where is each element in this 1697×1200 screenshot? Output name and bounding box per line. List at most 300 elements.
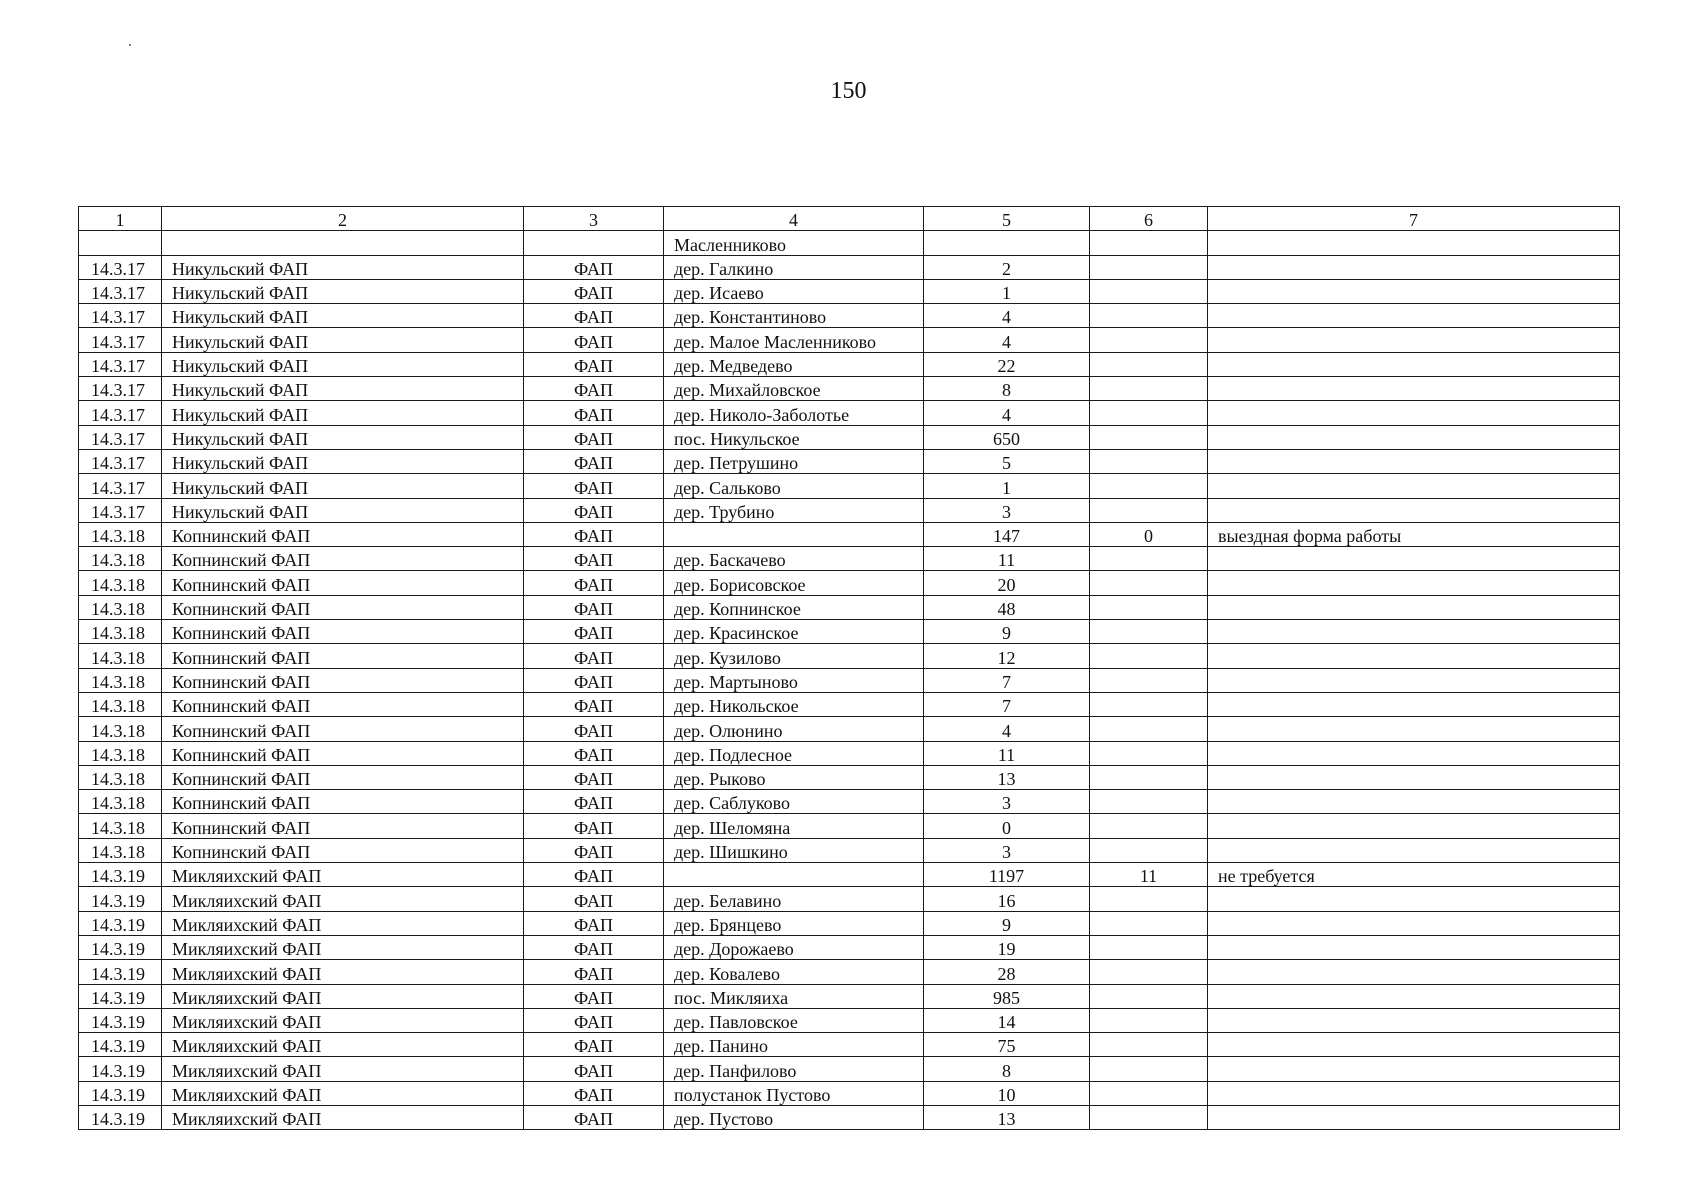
cell-code: 14.3.18 (79, 668, 162, 692)
cell-code: 14.3.18 (79, 620, 162, 644)
cell-facility-name: Никульский ФАП (162, 401, 524, 425)
cell-code: 14.3.17 (79, 474, 162, 498)
cell-facility-name: Микляихский ФАП (162, 960, 524, 984)
cell-code: 14.3.19 (79, 935, 162, 959)
cell-facility-type: ФАП (524, 741, 664, 765)
cell-facility-type: ФАП (524, 522, 664, 546)
cell-note (1208, 449, 1620, 473)
cell-population: 985 (924, 984, 1090, 1008)
cell-facility-name: Копнинский ФАП (162, 522, 524, 546)
cell-distance (1090, 401, 1208, 425)
cell-settlement: дер. Павловское (664, 1008, 924, 1032)
cell-distance (1090, 1105, 1208, 1129)
cell-code: 14.3.17 (79, 255, 162, 279)
cell-facility-name: Микляихский ФАП (162, 935, 524, 959)
cell-facility-type: ФАП (524, 571, 664, 595)
cell-population: 10 (924, 1081, 1090, 1105)
cell-note (1208, 255, 1620, 279)
cell-facility-type: ФАП (524, 498, 664, 522)
cell-distance (1090, 1008, 1208, 1032)
cell-facility-type: ФАП (524, 449, 664, 473)
cell-facility-name: Никульский ФАП (162, 279, 524, 303)
cell-distance (1090, 814, 1208, 838)
table-row (79, 474, 1620, 498)
table-row (79, 984, 1620, 1008)
cell-facility-type: ФАП (524, 814, 664, 838)
cell-facility-name: Микляихский ФАП (162, 1081, 524, 1105)
cell-distance: 11 (1090, 863, 1208, 887)
cell-population: 14 (924, 1008, 1090, 1032)
cell-facility-type: ФАП (524, 1081, 664, 1105)
cell-distance (1090, 765, 1208, 789)
cell-population: 0 (924, 814, 1090, 838)
cell-settlement: дер. Панино (664, 1033, 924, 1057)
column-number: 4 (664, 207, 924, 231)
cell-facility-name: Никульский ФАП (162, 498, 524, 522)
cell-settlement (664, 522, 924, 546)
cell-facility-name: Копнинский ФАП (162, 620, 524, 644)
cell-facility-name: Копнинский ФАП (162, 765, 524, 789)
cell-settlement: дер. Шишкино (664, 838, 924, 862)
cell-distance (1090, 547, 1208, 571)
cell-code: 14.3.17 (79, 449, 162, 473)
cell-settlement: дер. Петрушино (664, 449, 924, 473)
cell-population: 20 (924, 571, 1090, 595)
cell-distance (1090, 984, 1208, 1008)
cell-settlement: дер. Трубино (664, 498, 924, 522)
cell-population: 28 (924, 960, 1090, 984)
cell-code: 14.3.18 (79, 571, 162, 595)
table-row (79, 765, 1620, 789)
cell-facility-name (162, 231, 524, 255)
table-row (79, 644, 1620, 668)
column-number: 2 (162, 207, 524, 231)
cell-note (1208, 741, 1620, 765)
cell-note (1208, 887, 1620, 911)
cell-note (1208, 838, 1620, 862)
cell-distance (1090, 255, 1208, 279)
column-number: 7 (1208, 207, 1620, 231)
table-row (79, 425, 1620, 449)
cell-code: 14.3.19 (79, 1081, 162, 1105)
cell-note (1208, 571, 1620, 595)
cell-settlement: полустанок Пустово (664, 1081, 924, 1105)
cell-facility-name: Копнинский ФАП (162, 644, 524, 668)
cell-note (1208, 377, 1620, 401)
table-row (79, 595, 1620, 619)
cell-population: 5 (924, 449, 1090, 473)
cell-facility-name: Никульский ФАП (162, 328, 524, 352)
table-row (79, 498, 1620, 522)
cell-distance (1090, 498, 1208, 522)
cell-settlement: дер. Дорожаево (664, 935, 924, 959)
cell-facility-type: ФАП (524, 377, 664, 401)
cell-facility-type: ФАП (524, 790, 664, 814)
cell-population: 12 (924, 644, 1090, 668)
cell-settlement: дер. Галкино (664, 255, 924, 279)
cell-population: 1 (924, 474, 1090, 498)
cell-settlement: дер. Борисовское (664, 571, 924, 595)
cell-facility-name: Копнинский ФАП (162, 838, 524, 862)
cell-facility-name: Никульский ФАП (162, 377, 524, 401)
cell-distance (1090, 1081, 1208, 1105)
table-row (79, 741, 1620, 765)
table-row (79, 960, 1620, 984)
cell-population: 16 (924, 887, 1090, 911)
column-number: 5 (924, 207, 1090, 231)
cell-facility-name: Микляихский ФАП (162, 1008, 524, 1032)
cell-note (1208, 1057, 1620, 1081)
cell-code: 14.3.19 (79, 984, 162, 1008)
cell-facility-name: Никульский ФАП (162, 425, 524, 449)
cell-code: 14.3.18 (79, 741, 162, 765)
column-number: 1 (79, 207, 162, 231)
cell-distance (1090, 887, 1208, 911)
cell-settlement: дер. Саблуково (664, 790, 924, 814)
cell-population: 4 (924, 328, 1090, 352)
cell-note (1208, 595, 1620, 619)
cell-code: 14.3.19 (79, 1033, 162, 1057)
cell-population: 13 (924, 1105, 1090, 1129)
cell-distance (1090, 449, 1208, 473)
cell-settlement: дер. Красинское (664, 620, 924, 644)
column-number: 3 (524, 207, 664, 231)
cell-note (1208, 668, 1620, 692)
cell-note (1208, 279, 1620, 303)
table-row (79, 571, 1620, 595)
cell-note: выездная форма работы (1208, 522, 1620, 546)
cell-facility-name: Микляихский ФАП (162, 984, 524, 1008)
cell-note (1208, 620, 1620, 644)
cell-note (1208, 814, 1620, 838)
cell-facility-type: ФАП (524, 984, 664, 1008)
cell-facility-type: ФАП (524, 328, 664, 352)
cell-facility-type: ФАП (524, 692, 664, 716)
cell-population: 7 (924, 668, 1090, 692)
cell-facility-type: ФАП (524, 279, 664, 303)
cell-code: 14.3.17 (79, 328, 162, 352)
cell-facility-name: Микляихский ФАП (162, 1105, 524, 1129)
cell-code: 14.3.17 (79, 498, 162, 522)
cell-code: 14.3.18 (79, 522, 162, 546)
column-number-row (79, 207, 1620, 231)
table-row (79, 887, 1620, 911)
table-container (78, 206, 1619, 1130)
cell-settlement: дер. Мартыново (664, 668, 924, 692)
page-number: 150 (830, 78, 867, 104)
cell-population: 11 (924, 547, 1090, 571)
table-row (79, 304, 1620, 328)
table-row (79, 717, 1620, 741)
cell-distance (1090, 960, 1208, 984)
cell-code: 14.3.18 (79, 790, 162, 814)
cell-facility-name: Никульский ФАП (162, 449, 524, 473)
cell-note (1208, 1105, 1620, 1129)
cell-facility-name: Копнинский ФАП (162, 595, 524, 619)
cell-distance: 0 (1090, 522, 1208, 546)
cell-facility-type: ФАП (524, 595, 664, 619)
cell-code: 14.3.19 (79, 960, 162, 984)
table-row (79, 1057, 1620, 1081)
cell-population: 3 (924, 790, 1090, 814)
cell-distance (1090, 304, 1208, 328)
table-row (79, 377, 1620, 401)
cell-population: 9 (924, 911, 1090, 935)
cell-code: 14.3.19 (79, 1105, 162, 1129)
cell-facility-name: Копнинский ФАП (162, 571, 524, 595)
cell-facility-name: Микляихский ФАП (162, 1033, 524, 1057)
fap-table (78, 206, 1620, 1130)
cell-facility-type: ФАП (524, 352, 664, 376)
cell-facility-type: ФАП (524, 668, 664, 692)
cell-note (1208, 717, 1620, 741)
cell-distance (1090, 717, 1208, 741)
cell-facility-type: ФАП (524, 644, 664, 668)
cell-code: 14.3.17 (79, 401, 162, 425)
cell-code: 14.3.17 (79, 352, 162, 376)
cell-facility-type: ФАП (524, 1033, 664, 1057)
cell-code: 14.3.18 (79, 692, 162, 716)
cell-population: 8 (924, 377, 1090, 401)
cell-facility-type: ФАП (524, 911, 664, 935)
table-row (79, 692, 1620, 716)
cell-facility-type (524, 231, 664, 255)
cell-facility-type: ФАП (524, 401, 664, 425)
cell-population: 3 (924, 498, 1090, 522)
cell-code: 14.3.17 (79, 377, 162, 401)
cell-note (1208, 1081, 1620, 1105)
cell-code: 14.3.18 (79, 644, 162, 668)
cell-facility-type: ФАП (524, 1008, 664, 1032)
table-row (79, 522, 1620, 546)
cell-settlement: дер. Малое Масленниково (664, 328, 924, 352)
cell-facility-name: Копнинский ФАП (162, 790, 524, 814)
cell-settlement: дер. Кузилово (664, 644, 924, 668)
cell-distance (1090, 425, 1208, 449)
cell-facility-name: Никульский ФАП (162, 474, 524, 498)
cell-settlement: дер. Михайловское (664, 377, 924, 401)
cell-facility-name: Микляихский ФАП (162, 911, 524, 935)
cell-note (1208, 328, 1620, 352)
cell-population: 2 (924, 255, 1090, 279)
cell-population: 48 (924, 595, 1090, 619)
cell-facility-name: Копнинский ФАП (162, 547, 524, 571)
cell-note (1208, 790, 1620, 814)
cell-code: 14.3.19 (79, 911, 162, 935)
cell-settlement: дер. Копнинское (664, 595, 924, 619)
cell-note (1208, 474, 1620, 498)
cell-settlement: дер. Никольское (664, 692, 924, 716)
cell-facility-type: ФАП (524, 474, 664, 498)
cell-facility-name: Микляихский ФАП (162, 863, 524, 887)
cell-population: 1197 (924, 863, 1090, 887)
cell-facility-type: ФАП (524, 1057, 664, 1081)
table-body (79, 207, 1620, 1130)
column-number: 6 (1090, 207, 1208, 231)
cell-settlement: пос. Микляиха (664, 984, 924, 1008)
cell-distance (1090, 935, 1208, 959)
cell-settlement: дер. Брянцево (664, 911, 924, 935)
cell-code: 14.3.18 (79, 838, 162, 862)
table-row (79, 668, 1620, 692)
cell-settlement: дер. Олюнино (664, 717, 924, 741)
table-row (79, 1008, 1620, 1032)
cell-population: 7 (924, 692, 1090, 716)
table-row (79, 1105, 1620, 1129)
cell-facility-name: Никульский ФАП (162, 304, 524, 328)
table-row (79, 255, 1620, 279)
cell-code: 14.3.17 (79, 279, 162, 303)
cell-facility-type: ФАП (524, 935, 664, 959)
cell-code: 14.3.18 (79, 814, 162, 838)
table-row (79, 401, 1620, 425)
cell-facility-name: Копнинский ФАП (162, 741, 524, 765)
cell-distance (1090, 352, 1208, 376)
cell-code: 14.3.18 (79, 595, 162, 619)
cell-note (1208, 498, 1620, 522)
cell-code: 14.3.18 (79, 547, 162, 571)
cell-note (1208, 1008, 1620, 1032)
cell-note (1208, 911, 1620, 935)
cell-population: 13 (924, 765, 1090, 789)
cell-note (1208, 425, 1620, 449)
cell-note (1208, 960, 1620, 984)
cell-distance (1090, 668, 1208, 692)
cell-note (1208, 765, 1620, 789)
cell-note: не требуется (1208, 863, 1620, 887)
cell-population: 3 (924, 838, 1090, 862)
scan-speck (129, 44, 131, 46)
cell-facility-name: Копнинский ФАП (162, 717, 524, 741)
cell-population: 1 (924, 279, 1090, 303)
cell-facility-type: ФАП (524, 960, 664, 984)
cell-note (1208, 547, 1620, 571)
cell-distance (1090, 790, 1208, 814)
cell-facility-type: ФАП (524, 304, 664, 328)
cell-distance (1090, 328, 1208, 352)
cell-facility-type: ФАП (524, 620, 664, 644)
cell-settlement: дер. Панфилово (664, 1057, 924, 1081)
cell-code: 14.3.17 (79, 304, 162, 328)
cell-facility-type: ФАП (524, 425, 664, 449)
table-row (79, 1033, 1620, 1057)
cell-facility-type: ФАП (524, 887, 664, 911)
cell-settlement: дер. Рыково (664, 765, 924, 789)
cell-distance (1090, 644, 1208, 668)
cell-facility-type: ФАП (524, 838, 664, 862)
cell-settlement (664, 863, 924, 887)
cell-facility-name: Копнинский ФАП (162, 814, 524, 838)
cell-population: 4 (924, 717, 1090, 741)
cell-settlement: дер. Баскачево (664, 547, 924, 571)
cell-facility-name: Никульский ФАП (162, 255, 524, 279)
cell-note (1208, 692, 1620, 716)
cell-distance (1090, 571, 1208, 595)
cell-facility-type: ФАП (524, 863, 664, 887)
table-row (79, 838, 1620, 862)
table-row (79, 449, 1620, 473)
table-row (79, 279, 1620, 303)
cell-distance (1090, 377, 1208, 401)
cell-settlement: дер. Подлесное (664, 741, 924, 765)
table-row (79, 1081, 1620, 1105)
cell-settlement: дер. Медведево (664, 352, 924, 376)
cell-distance (1090, 911, 1208, 935)
cell-note (1208, 984, 1620, 1008)
cell-settlement: пос. Никульское (664, 425, 924, 449)
cell-facility-type: ФАП (524, 717, 664, 741)
cell-settlement: дер. Белавино (664, 887, 924, 911)
cell-population: 8 (924, 1057, 1090, 1081)
cell-distance (1090, 1033, 1208, 1057)
cell-population: 11 (924, 741, 1090, 765)
cell-note (1208, 401, 1620, 425)
cell-population (924, 231, 1090, 255)
table-row (79, 352, 1620, 376)
cell-population: 147 (924, 522, 1090, 546)
cell-distance (1090, 231, 1208, 255)
table-row (79, 935, 1620, 959)
cell-note (1208, 352, 1620, 376)
cell-distance (1090, 474, 1208, 498)
table-row (79, 863, 1620, 887)
table-row (79, 790, 1620, 814)
cell-distance (1090, 595, 1208, 619)
cell-population: 4 (924, 304, 1090, 328)
table-row (79, 547, 1620, 571)
cell-settlement: дер. Николо-Заболотье (664, 401, 924, 425)
table-row (79, 328, 1620, 352)
cell-facility-name: Никульский ФАП (162, 352, 524, 376)
cell-note (1208, 1033, 1620, 1057)
cell-settlement: Масленниково (664, 231, 924, 255)
cell-population: 75 (924, 1033, 1090, 1057)
cell-code: 14.3.17 (79, 425, 162, 449)
cell-note (1208, 935, 1620, 959)
cell-facility-type: ФАП (524, 1105, 664, 1129)
cell-distance (1090, 692, 1208, 716)
table-row (79, 231, 1620, 255)
cell-code: 14.3.19 (79, 1057, 162, 1081)
cell-settlement: дер. Сальково (664, 474, 924, 498)
cell-population: 4 (924, 401, 1090, 425)
table-row (79, 620, 1620, 644)
cell-distance (1090, 620, 1208, 644)
cell-note (1208, 304, 1620, 328)
cell-distance (1090, 838, 1208, 862)
table-row (79, 814, 1620, 838)
cell-note (1208, 231, 1620, 255)
cell-population: 9 (924, 620, 1090, 644)
cell-code: 14.3.19 (79, 1008, 162, 1032)
cell-code: 14.3.18 (79, 717, 162, 741)
cell-settlement: дер. Константиново (664, 304, 924, 328)
cell-facility-type: ФАП (524, 765, 664, 789)
cell-distance (1090, 741, 1208, 765)
cell-code: 14.3.18 (79, 765, 162, 789)
cell-population: 22 (924, 352, 1090, 376)
cell-facility-name: Микляихский ФАП (162, 887, 524, 911)
cell-distance (1090, 279, 1208, 303)
cell-facility-name: Микляихский ФАП (162, 1057, 524, 1081)
cell-settlement: дер. Пустово (664, 1105, 924, 1129)
cell-code: 14.3.19 (79, 887, 162, 911)
cell-settlement: дер. Ковалево (664, 960, 924, 984)
cell-population: 650 (924, 425, 1090, 449)
cell-distance (1090, 1057, 1208, 1081)
cell-settlement: дер. Шеломяна (664, 814, 924, 838)
table-row (79, 911, 1620, 935)
